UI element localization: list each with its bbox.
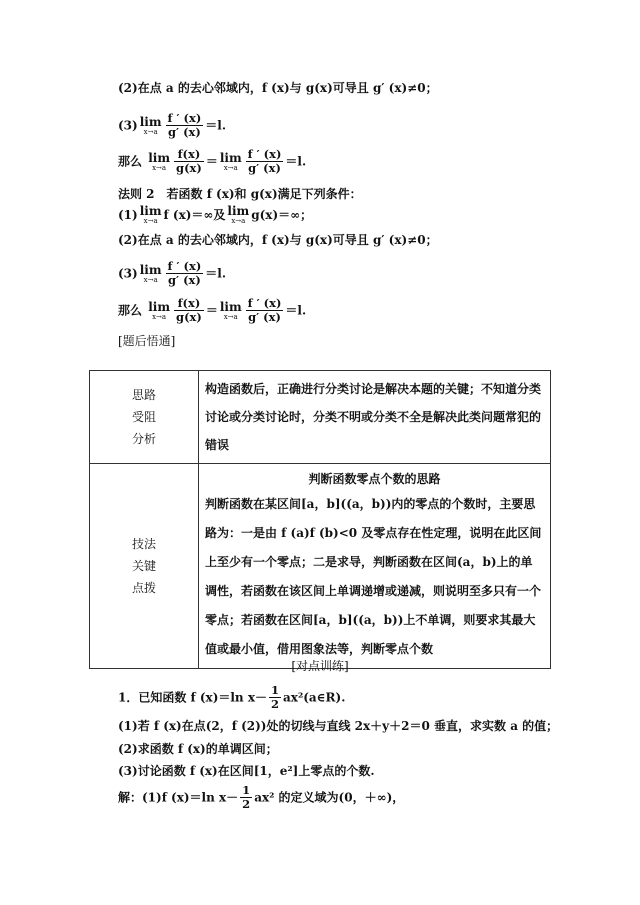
table-content-cell: 构造函数后，正确进行分类讨论是解决本题的关键；不知道分类讨论或分类讨论时，分类不明或分类不全是解决此类问题常犯的错误 [199,371,551,464]
fraction-half: $\frac{1}{2}$ [271,683,280,711]
tips-table [89,370,551,669]
rule2-condition-1: (1) lim x→a f (x)＝∞及 lim x→a g(x)＝∞； [118,204,313,225]
table-label-cell: 技法 关键 点拨 [90,464,199,669]
limit-symbol: lim x→a [139,114,162,136]
limit-symbol: lim x→a [219,299,242,321]
question-1-part-1: (1)若 f (x)在点(2，f (2))处的切线与直线 2x＋y＋2＝0 垂直，求实数 a 的值； [118,719,559,733]
rule2-heading: 法则 2 若函数 f (x)和 g(x)满足下列条件： [118,187,362,201]
equals-l: ＝l. [205,118,227,133]
table-row [90,371,551,464]
cond-label: (3) [118,118,138,133]
limit-symbol: lim x→a [139,262,162,284]
fraction-function: $\frac{f(x)}{g(x)}$ [176,147,202,175]
table-body-text: 判断函数在某区间[a，b]((a，b))内的零点的个数时，主要思路为：一是由 f (a)f (b)<0 及零点存在性定理，说明在此区间上至少有一个零点；二是求导，判断函数在区间(a，b)上的单调性，若函数在该区间上单调递增或递减，则说明至多只有一个零点；若函数在区间[a，b]((a，b))上不单调，则要求其最大值或最小值，借用图象法等，判断零点个数 [205,497,542,656]
question-1-stem: 1．已知函数 f (x)＝ln x－ $\frac{1}{2}$ ax²(a∈R). [118,683,346,711]
rule1-condition-3 [118,112,226,139]
training-heading: [对点训练] [291,659,349,673]
table-content-cell [199,464,551,669]
fraction-derivative: $\frac{f ' (x)}{g' (x)}$ [247,147,282,175]
table-label-cell: 思路 受阻 分析 [90,371,199,464]
rule2-condition-3: (3) lim x→a $\frac{f ' (x)}{g' (x)}$ ＝l. [118,259,227,287]
rule1-condition-2: (2)在点 a 的去心邻域内，f (x)与 g(x)可导且 g′ (x)≠0； [118,81,438,95]
table-subtitle: 判断函数零点个数的思路 [308,472,441,486]
limit-symbol: lim x→a [219,150,242,172]
limit-symbol: lim x→a [148,299,171,321]
table-row [90,464,551,669]
fraction-derivative: $\frac{f ' (x)}{g' (x)}$ [167,111,202,139]
fraction-half: $\frac{1}{2}$ [242,783,251,811]
fraction-function: $\frac{f(x)}{g(x)}$ [176,296,202,324]
section-heading: [题后悟通] [118,334,176,348]
question-1-part-3: (3)讨论函数 f (x)在区间[1，e²]上零点的个数. [118,764,375,778]
fraction-derivative: $\frac{f ' (x)}{g' (x)}$ [167,259,202,287]
question-1-part-2: (2)求函数 f (x)的单调区间； [118,742,278,756]
rule2-conclusion: 那么 lim x→a $\frac{f(x)}{g(x)}$ ＝ lim x→a $\frac{f ' (x)}{g' (x)}$ ＝l. [118,296,307,324]
rule2-condition-2: (2)在点 a 的去心邻域内，f (x)与 g(x)可导且 g′ (x)≠0； [118,233,438,247]
then-label: 那么 [118,154,143,169]
limit-symbol: lim x→a [148,150,171,172]
limit-symbol: lim x→a [139,204,162,225]
solution-line: 解：(1)f (x)＝ln x－ $\frac{1}{2}$ ax² 的定义域为(0，＋∞)， [118,783,405,811]
rule1-conclusion: 那么 lim x→a $\frac{f(x)}{g(x)}$ ＝ lim x→a $\frac{f ' (x)}{g' (x)}$ ＝l. [118,147,307,175]
fraction-derivative: $\frac{f ' (x)}{g' (x)}$ [247,296,282,324]
limit-symbol: lim x→a [227,204,250,225]
